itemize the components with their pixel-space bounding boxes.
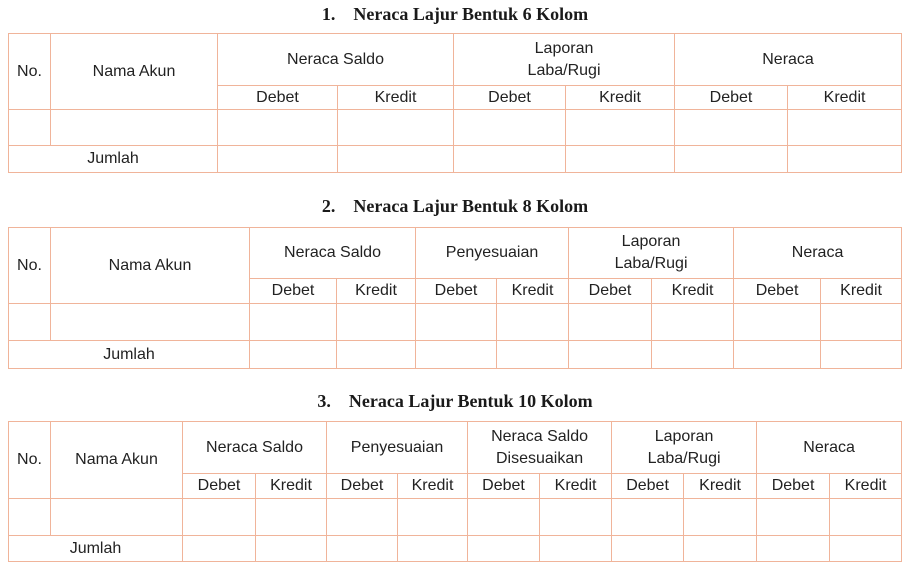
empty-cell bbox=[540, 536, 612, 562]
empty-cell bbox=[569, 304, 652, 341]
empty-cell bbox=[183, 536, 256, 562]
worksheet-2-title bbox=[0, 196, 910, 217]
header-credit: Kredit bbox=[338, 86, 454, 110]
group-label-line2: Laba/Rugi bbox=[614, 255, 688, 272]
group-label-line1: Neraca bbox=[791, 244, 844, 261]
header-debit: Debet bbox=[612, 474, 684, 499]
empty-cell bbox=[612, 499, 684, 536]
empty-cell bbox=[497, 304, 569, 341]
header-debit: Debet bbox=[250, 279, 337, 304]
header-group-income-statement bbox=[569, 228, 734, 279]
worksheet-8-column-table bbox=[8, 227, 902, 369]
empty-cell bbox=[830, 499, 902, 536]
header-debit: Debet bbox=[327, 474, 398, 499]
worksheet-1-title bbox=[0, 4, 910, 25]
empty-cell bbox=[612, 536, 684, 562]
header-debit: Debet bbox=[218, 86, 338, 110]
empty-cell bbox=[652, 304, 734, 341]
total-row bbox=[9, 146, 902, 173]
header-credit: Kredit bbox=[497, 279, 569, 304]
header-credit: Kredit bbox=[821, 279, 902, 304]
header-credit: Kredit bbox=[337, 279, 416, 304]
empty-cell bbox=[757, 536, 830, 562]
empty-cell bbox=[675, 110, 788, 146]
worksheet-3-title-text: Neraca Lajur Bentuk 10 Kolom bbox=[348, 391, 593, 411]
empty-cell bbox=[468, 499, 540, 536]
empty-cell bbox=[398, 499, 468, 536]
total-label: Jumlah bbox=[9, 341, 250, 369]
group-label-line2: Laba/Rugi bbox=[527, 61, 601, 79]
header-debit: Debet bbox=[675, 86, 788, 110]
empty-cell bbox=[256, 499, 327, 536]
group-label-line1: Laporan bbox=[654, 427, 714, 445]
header-group-trial-balance bbox=[218, 34, 454, 86]
group-label-line1: Neraca bbox=[803, 438, 855, 456]
empty-cell bbox=[569, 341, 652, 369]
empty-cell bbox=[327, 499, 398, 536]
header-group-adjusted-trial-balance bbox=[468, 422, 612, 474]
header-credit: Kredit bbox=[684, 474, 757, 499]
empty-cell bbox=[734, 341, 821, 369]
empty-cell bbox=[250, 304, 337, 341]
total-row bbox=[9, 341, 902, 369]
group-label-line1: Penyesuaian bbox=[445, 244, 539, 261]
empty-cell bbox=[51, 499, 183, 536]
header-account-name: Nama Akun bbox=[51, 34, 218, 110]
worksheet-1-title-text: Neraca Lajur Bentuk 6 Kolom bbox=[353, 4, 589, 24]
empty-cell bbox=[684, 536, 757, 562]
empty-cell bbox=[256, 536, 327, 562]
empty-cell bbox=[675, 146, 788, 173]
header-group-balance-sheet bbox=[734, 228, 902, 279]
empty-cell bbox=[250, 341, 337, 369]
header-group-adjustments bbox=[327, 422, 468, 474]
empty-cell bbox=[566, 146, 675, 173]
table-row bbox=[9, 110, 902, 146]
empty-cell bbox=[454, 146, 566, 173]
header-group-income-statement bbox=[454, 34, 675, 86]
header-account-name: Nama Akun bbox=[51, 228, 250, 304]
worksheet-2-number: 2. bbox=[321, 196, 336, 216]
header-no: No. bbox=[9, 34, 51, 110]
worksheet-2-title-text: Neraca Lajur Bentuk 8 Kolom bbox=[353, 196, 589, 216]
empty-cell bbox=[327, 536, 398, 562]
header-credit: Kredit bbox=[830, 474, 902, 499]
empty-cell bbox=[9, 499, 51, 536]
empty-cell bbox=[821, 341, 902, 369]
empty-cell bbox=[398, 536, 468, 562]
header-credit: Kredit bbox=[398, 474, 468, 499]
empty-cell bbox=[9, 110, 51, 146]
empty-cell bbox=[51, 304, 250, 341]
worksheet-6-column-table bbox=[8, 33, 902, 173]
header-debit: Debet bbox=[416, 279, 497, 304]
group-label-line1: Neraca Saldo bbox=[284, 244, 381, 261]
empty-cell bbox=[338, 110, 454, 146]
header-credit: Kredit bbox=[256, 474, 327, 499]
worksheet-1-number: 1. bbox=[321, 4, 336, 24]
empty-cell bbox=[218, 146, 338, 173]
empty-cell bbox=[183, 499, 256, 536]
empty-cell bbox=[51, 110, 218, 146]
group-label-line1: Laporan bbox=[534, 39, 594, 57]
empty-cell bbox=[337, 341, 416, 369]
table-row bbox=[9, 499, 902, 536]
header-credit: Kredit bbox=[652, 279, 734, 304]
header-debit: Debet bbox=[468, 474, 540, 499]
total-row bbox=[9, 536, 902, 562]
empty-cell bbox=[454, 110, 566, 146]
header-no: No. bbox=[9, 228, 51, 304]
worksheet-10-column-table bbox=[8, 421, 902, 562]
table-row bbox=[9, 304, 902, 341]
empty-cell bbox=[821, 304, 902, 341]
group-label-line2: Laba/Rugi bbox=[647, 449, 721, 467]
header-group-balance-sheet bbox=[675, 34, 902, 86]
group-label-line1: Neraca Saldo bbox=[287, 50, 384, 68]
empty-cell bbox=[337, 304, 416, 341]
group-label-line1: Neraca Saldo bbox=[491, 427, 589, 445]
group-label-line1: Laporan bbox=[621, 233, 681, 250]
empty-cell bbox=[468, 536, 540, 562]
empty-cell bbox=[788, 146, 902, 173]
empty-cell bbox=[830, 536, 902, 562]
empty-cell bbox=[684, 499, 757, 536]
empty-cell bbox=[757, 499, 830, 536]
worksheet-3-number: 3. bbox=[317, 391, 331, 411]
header-account-name: Nama Akun bbox=[51, 422, 183, 499]
header-debit: Debet bbox=[454, 86, 566, 110]
total-label: Jumlah bbox=[9, 536, 183, 562]
empty-cell bbox=[497, 341, 569, 369]
empty-cell bbox=[338, 146, 454, 173]
empty-cell bbox=[540, 499, 612, 536]
header-credit: Kredit bbox=[566, 86, 675, 110]
header-debit: Debet bbox=[734, 279, 821, 304]
group-label-line2: Disesuaikan bbox=[495, 449, 584, 467]
empty-cell bbox=[734, 304, 821, 341]
group-label-line1: Neraca bbox=[762, 50, 814, 68]
group-label-line1: Neraca Saldo bbox=[206, 438, 303, 456]
empty-cell bbox=[416, 341, 497, 369]
header-group-income-statement bbox=[612, 422, 757, 474]
header-credit: Kredit bbox=[788, 86, 902, 110]
header-credit: Kredit bbox=[540, 474, 612, 499]
empty-cell bbox=[788, 110, 902, 146]
group-label-line1: Penyesuaian bbox=[350, 438, 444, 456]
total-label: Jumlah bbox=[9, 146, 218, 173]
header-no: No. bbox=[9, 422, 51, 499]
worksheet-3-title bbox=[0, 391, 910, 412]
header-group-trial-balance bbox=[250, 228, 416, 279]
header-group-trial-balance bbox=[183, 422, 327, 474]
header-group-adjustments bbox=[416, 228, 569, 279]
empty-cell bbox=[566, 110, 675, 146]
empty-cell bbox=[218, 110, 338, 146]
empty-cell bbox=[652, 341, 734, 369]
header-debit: Debet bbox=[569, 279, 652, 304]
header-debit: Debet bbox=[183, 474, 256, 499]
empty-cell bbox=[416, 304, 497, 341]
empty-cell bbox=[9, 304, 51, 341]
header-debit: Debet bbox=[757, 474, 830, 499]
header-group-balance-sheet bbox=[757, 422, 902, 474]
